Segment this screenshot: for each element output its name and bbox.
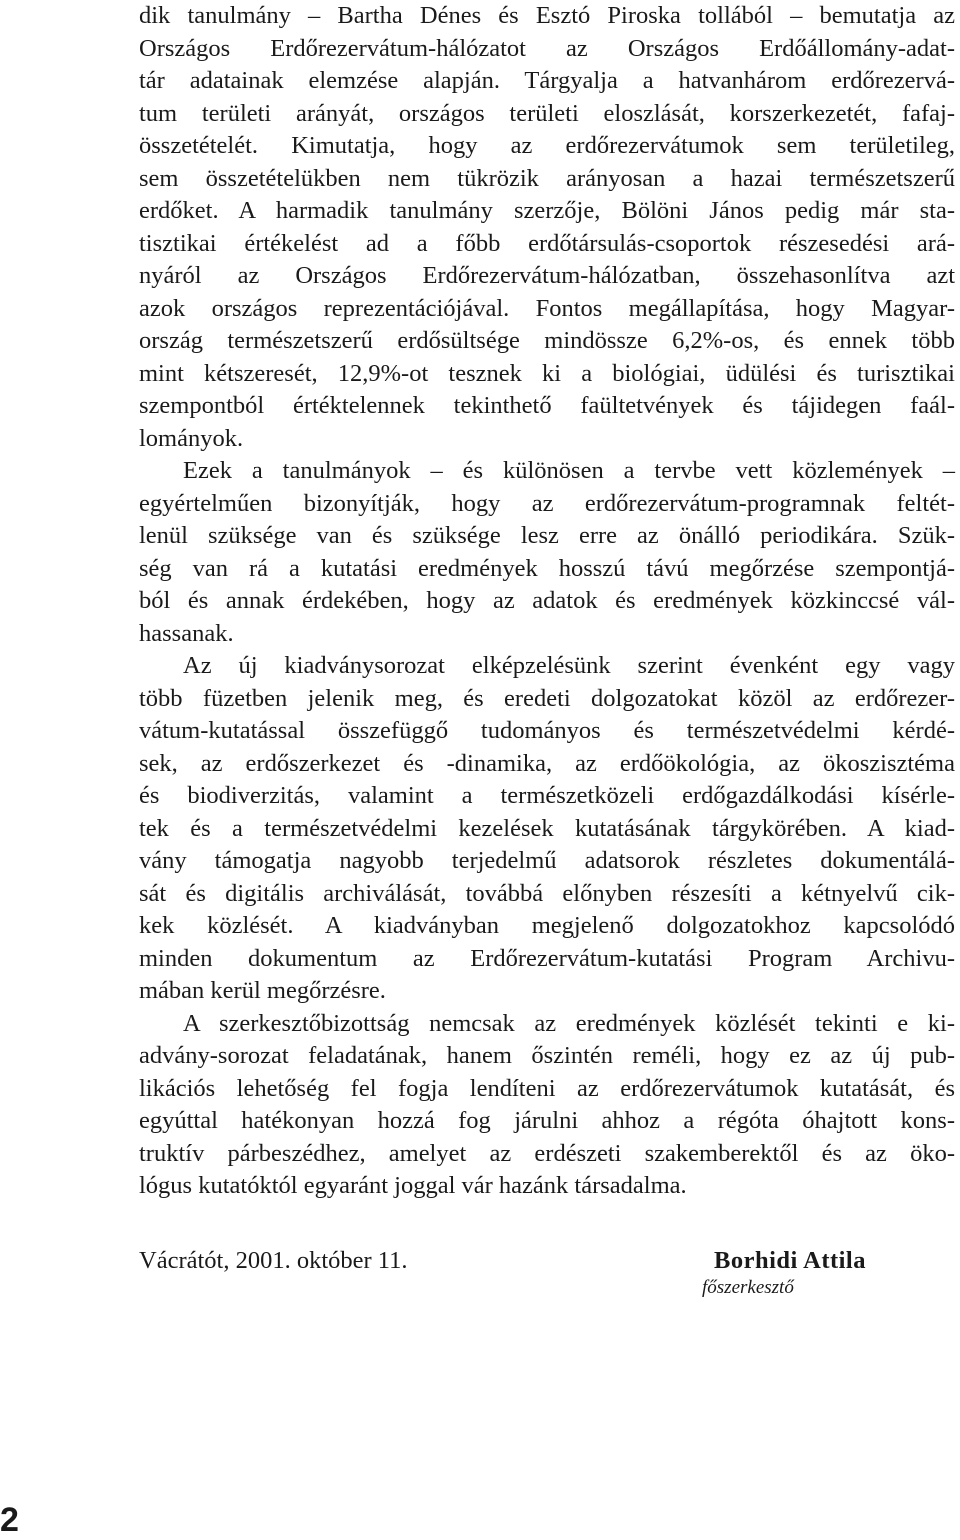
text-line: tisztikai értékelést ad a főbb erdőtársulás-csoportok részesedési ará- — [139, 229, 955, 257]
text-line: egyértelműen bizonyítják, hogy az erdőrezervátum-programnak feltét- — [139, 489, 955, 517]
text-line: A szerkesztőbizottság nemcsak az eredmények közlését tekinti e ki- — [183, 1009, 955, 1037]
body-text — [139, 0, 955, 1203]
signature-block — [139, 1245, 866, 1305]
author-name: Borhidi Attila — [714, 1247, 866, 1274]
text-line: mában kerül megőrzésre. — [139, 977, 386, 1004]
text-line: összetételét. Kimutatja, hogy az erdőrezervátumok sem területileg, — [139, 132, 955, 159]
text-line: Ezek a tanulmányok – és különösen a tervbe vett közlemények – — [183, 457, 955, 484]
author-role: főszerkesztő — [702, 1277, 794, 1298]
text-line: lományok. — [139, 424, 244, 452]
text-line: ból és annak érdekében, hogy az adatok és eredmények közkinccsé vál- — [139, 587, 955, 614]
place-date: Vácrátót, 2001. október 11. — [139, 1247, 408, 1274]
text-line: lenül szüksége van és szüksége lesz erre az önálló periodikára. Szük- — [139, 522, 955, 549]
page-number: 2 — [0, 1501, 19, 1539]
text-line: azok országos reprezentációjával. Fontos megállapítása, hogy Magyar- — [139, 294, 955, 322]
text-line: dik tanulmány – Bartha Dénes és Esztó Piroska tollából – bemutatja az — [139, 2, 955, 29]
text-line: ség van rá a kutatási eredmények hosszú távú megőrzése szempontjá- — [139, 554, 955, 582]
text-line: likációs lehetőség fel fogja lendíteni az erdőrezervátumok kutatását, és — [139, 1074, 955, 1102]
text-line: vány támogatja nagyobb terjedelmű adatsorok részletes dokumentálá- — [139, 847, 955, 874]
text-line: több füzetben jelenik meg, és eredeti dolgozatokat közöl az erdőrezer- — [139, 684, 955, 712]
text-line: truktív párbeszédhez, amelyet az erdészeti szakemberektől és az öko- — [139, 1139, 955, 1167]
text-line: minden dokumentum az Erdőrezervátum-kutatási Program Archivu- — [139, 944, 955, 972]
text-line: lógus kutatóktól egyaránt joggal vár hazánk társadalma. — [139, 1172, 687, 1199]
text-line: és biodiverzitás, valamint a természetközeli erdőgazdálkodási kísérle- — [139, 782, 955, 809]
text-line: advány-sorozat feladatának, hanem őszintén reméli, hogy ez az új pub- — [139, 1042, 955, 1069]
text-line: erdőket. A harmadik tanulmány szerzője, Bölöni János pedig már sta- — [139, 197, 955, 224]
text-line: tek és a természetvédelmi kezelések kutatásának tárgykörében. A kiad- — [139, 814, 955, 842]
text-line: vátum-kutatással összefüggő tudományos és természetvédelmi kérdé- — [139, 717, 955, 744]
text-line: Az új kiadványsorozat elképzelésünk szerint évenként egy vagy — [183, 652, 955, 679]
text-line: kek közlését. A kiadványban megjelenő dolgozatokhoz kapcsolódó — [139, 912, 955, 939]
text-line: tár adatainak elemzése alapján. Tárgyalja a hatvanhárom erdőrezervá- — [139, 67, 955, 94]
text-line: nyáról az Országos Erdőrezervátum-hálózatban, összehasonlítva azt — [139, 262, 955, 289]
text-line: sát és digitális archiválását, továbbá előnyben részesíti a kétnyelvű cik- — [139, 879, 955, 907]
text-line: ország természetszerű erdősültsége mindössze 6,2%-os, és ennek több — [139, 327, 955, 354]
text-line: Országos Erdőrezervátum-hálózatot az Országos Erdőállomány-adat- — [139, 34, 955, 62]
text-line: hassanak. — [139, 619, 234, 647]
text-line: sek, az erdőszerkezet és -dinamika, az erdőökológia, az ökoszisztéma — [139, 749, 955, 777]
text-line: egyúttal hatékonyan hozzá fog járulni ahhoz a régóta óhajtott kons- — [139, 1107, 955, 1134]
text-line: szempontból értéktelennek tekinthető faültetvények és tájidegen faál- — [139, 392, 955, 419]
text-line: mint kétszeresét, 12,9%-ot tesznek ki a biológiai, üdülési és turisztikai — [139, 359, 955, 387]
text-line: sem összetételükben nem tükrözik arányosan a hazai természetszerű — [139, 164, 955, 192]
text-line: tum területi arányát, országos területi eloszlását, korszerkezetét, fafaj- — [139, 99, 955, 127]
